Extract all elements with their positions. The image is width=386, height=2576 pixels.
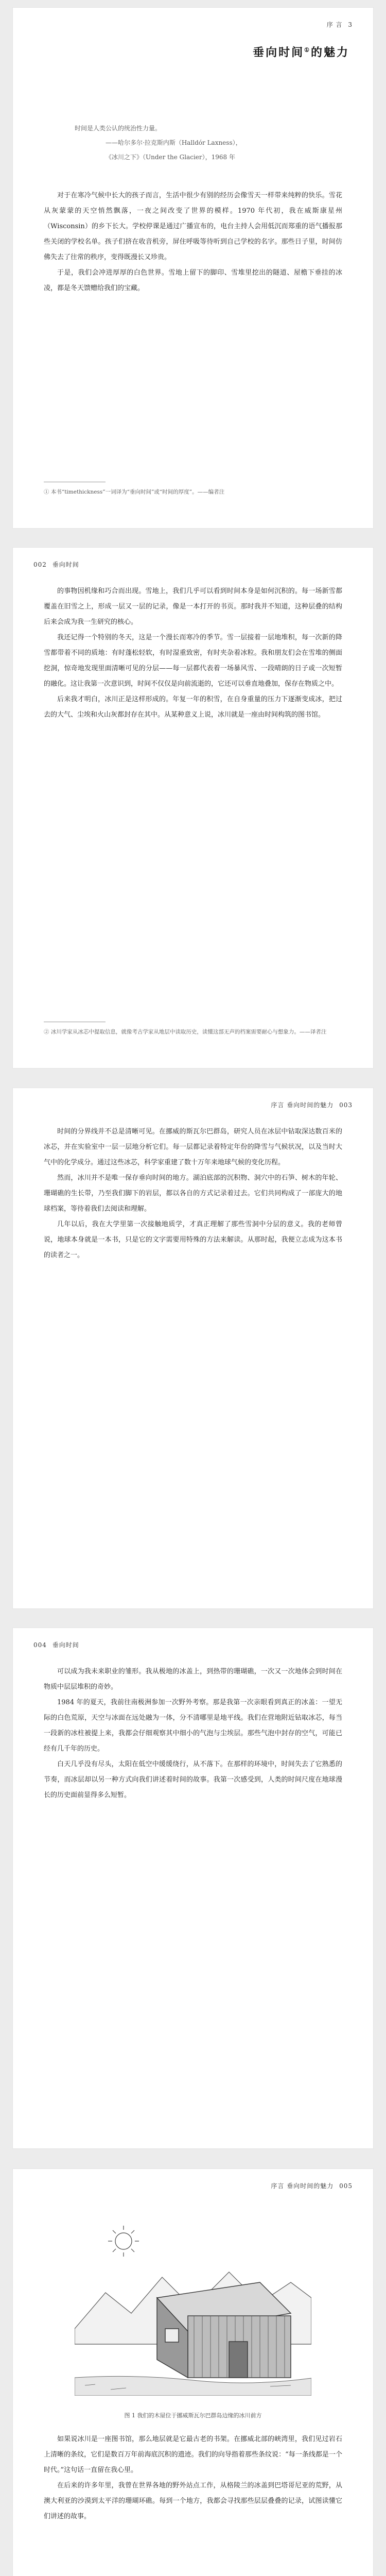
body-text [44, 584, 342, 723]
footnote-marker: ① [304, 46, 311, 54]
book-page-3 [13, 1088, 373, 1608]
paragraph: 我还记得一个特别的冬天，这是一个漫长而寒冷的季节。雪一层接着一层地堆积，每一次新的降雪都带着不同的质地：有时蓬松轻软，有时湿重致密，有时夹杂着冰粒。我和朋友们会在雪堆的侧面挖洞，惊奇地发现里面清晰可见的分层——每一层都代表着一场暴风雪、一段晴朗的日子或一次短暂的融化。这让我第一次意识到，时间不仅仅是向前流逝的，它还可以垂直地叠加，保存在物质之中。 [44, 634, 342, 688]
chapter-title [253, 44, 349, 60]
paragraph: 可以成为我未来职业的雏形。我从极地的冰盖上，到热带的珊瑚礁，一次又一次地体会到时间在物质中层层堆积的奇妙。 [44, 1668, 342, 1691]
epigraph-source-work: 《冰川之下》（Under the Glacier），1968 年 [106, 154, 235, 161]
page-number: 004 [33, 1641, 47, 1649]
running-header [327, 20, 356, 29]
page-number: 005 [339, 2182, 353, 2190]
paragraph: 白天几乎没有尽头，太阳在低空中缓缓绕行，从不落下。在那样的环境中，时间失去了它熟悉的节奏，而冰层却以另一种方式向我们讲述着时间的故事。我第一次感受到，人类的时间尺度在地球漫长的历史面前显得多么短暂。 [44, 1760, 342, 1799]
running-header-label: 序言 [271, 1101, 285, 1109]
cabin-illustration [75, 2210, 311, 2396]
paragraph: 如果说冰川是一座图书馆，那么地层就是它最古老的书架。在挪威北部的峡湾里，我们见过岩石上清晰的条纹，它们是数百万年前海底沉积的遗迹。我们的向导指着那些条纹说：“每一条线都是一个时代。”这句话一直留在我心里。 [44, 2435, 342, 2474]
chapter-title-main: 垂向时间 [253, 46, 305, 59]
running-header-title: 垂向时间的魅力 [287, 1101, 334, 1109]
page-number: 003 [339, 1101, 353, 1109]
body-text [44, 1124, 342, 1263]
footnote: ① 本书“timethickness”一词译为“垂向时间”或“时间的厚度”。——编者注 [44, 489, 225, 495]
paragraph: 对于在寒冷气候中长大的孩子而言，生活中很少有别的经历会像雪天一样带来纯粹的快乐。雪花从灰蒙蒙的天空悄然飘落，一夜之间改变了世界的模样。1970 年代初，我在威斯康星州（Wisconsin）的乡下长大。学校停课是通过广播宣布的，电台主持人会用低沉而郑重的语气播报那些关闭的学校名单。孩子们挤在收音机旁，屏住呼吸等待听到自己学校的名字。那些日子里，时间仿佛失去了往常的秩序，变得既漫长又珍贵。 [44, 192, 342, 261]
running-header [30, 1640, 79, 1649]
book-page-2 [13, 548, 373, 1068]
sun-icon [108, 2226, 139, 2257]
paragraph: 的事物因机缘和巧合而出现。雪地上，我们几乎可以看到时间本身是如何沉积的。每一场新雪都覆盖在旧雪之上，形成一层又一层的记录，像是一本打开的书页。那时我并不知道，这种层叠的结构后来会成为我一生研究的核心。 [44, 587, 342, 626]
paragraph: 后来我才明白，冰川正是这样形成的。年复一年的积雪，在自身重量的压力下逐渐变成冰，把过去的大气、尘埃和火山灰都封存在其中。从某种意义上说，冰川就是一座由时间构筑的图书馆。 [44, 696, 342, 719]
paragraph: 然而，冰川并不是唯一保存垂向时间的地方。湖泊底部的沉积物、洞穴中的石笋、树木的年轮、珊瑚礁的生长带，乃至我们脚下的岩层，都以各自的方式记录着过去。它们共同构成了一部庞大的地球档案，等待着我们去阅读和理解。 [44, 1174, 342, 1213]
book-page-5 [13, 2169, 373, 2576]
epigraph-quote: 时间是人类公认的统治性力量。 [75, 125, 162, 132]
cabin [157, 2282, 291, 2378]
body-text [44, 188, 342, 296]
running-header-title: 垂向时间 [52, 561, 79, 568]
running-header-title: 垂向时间 [52, 1641, 79, 1649]
book-page-4 [13, 1628, 373, 2148]
figure-caption: 图 1 我们的木屋位于挪威斯瓦尔巴群岛边缘的冰川前方 [124, 2412, 262, 2419]
running-header [271, 2181, 356, 2190]
epigraph [75, 122, 337, 163]
running-header [30, 560, 79, 569]
body-text [44, 1664, 342, 1803]
page-number: 3 [348, 21, 353, 28]
paragraph: 时间的分界线并不总是清晰可见。在挪威的斯瓦尔巴群岛，研究人员在冰层中钻取深达数百米的冰芯，并在实验室中一层一层地分析它们。每一层都记录着特定年份的降雪与气候状况，以及当时大气中的化学成分。通过这些冰芯，科学家重建了数十万年来地球气候的变化历程。 [44, 1128, 342, 1166]
running-header-label: 序言 [271, 2182, 285, 2190]
running-header-title: 垂向时间的魅力 [287, 2182, 334, 2190]
running-header-label: 序 言 [326, 21, 343, 28]
paragraph: 几年以后，我在大学里第一次接触地质学，才真正理解了那些雪洞中分层的意义。我的老师曾说，地球本身就是一本书，只是它的文字需要用特殊的方法来解读。从那时起，我便立志成为这本书的读者之一。 [44, 1221, 342, 1259]
footnote: ② 冰川学家从冰芯中提取信息，就像考古学家从地层中读取历史，读懂这部无声的档案需要耐心与想象力。——译者注 [44, 1029, 327, 1035]
running-header [271, 1100, 356, 1109]
page-number: 002 [33, 561, 47, 568]
book-page-1 [13, 8, 373, 528]
paragraph: 在后来的许多年里，我曾在世界各地的野外站点工作，从格陵兰的冰盖到巴塔哥尼亚的荒野，从澳大利亚的沙漠到太平洋的珊瑚环礁。每到一个地方，我都会寻找那些层层叠叠的记录，试图读懂它们讲述的故事。 [44, 2482, 342, 2520]
paragraph: 于是，我们会冲进厚厚的白色世界。雪地上留下的脚印、雪堆里挖出的隧道、屋檐下垂挂的冰凌，都是冬天馈赠给我们的宝藏。 [44, 269, 342, 292]
body-text [44, 2432, 342, 2524]
paragraph: 1984 年的夏天，我前往南极洲参加一次野外考察。那是我第一次亲眼看到真正的冰盖：一望无际的白色荒原，天空与冰面在远处融为一体，分不清哪里是地平线。我们在营地附近钻取冰芯，每当一段新的冰柱被提上来，我都会仔细观察其中细小的气泡与尘埃层。那些气泡中封存的空气，可能已经有几千年的历史。 [44, 1699, 342, 1753]
epigraph-source: ——哈尔多尔·拉克斯内斯（Halldór Laxness）， [106, 139, 242, 146]
chapter-title-end: 的魅力 [310, 46, 349, 59]
